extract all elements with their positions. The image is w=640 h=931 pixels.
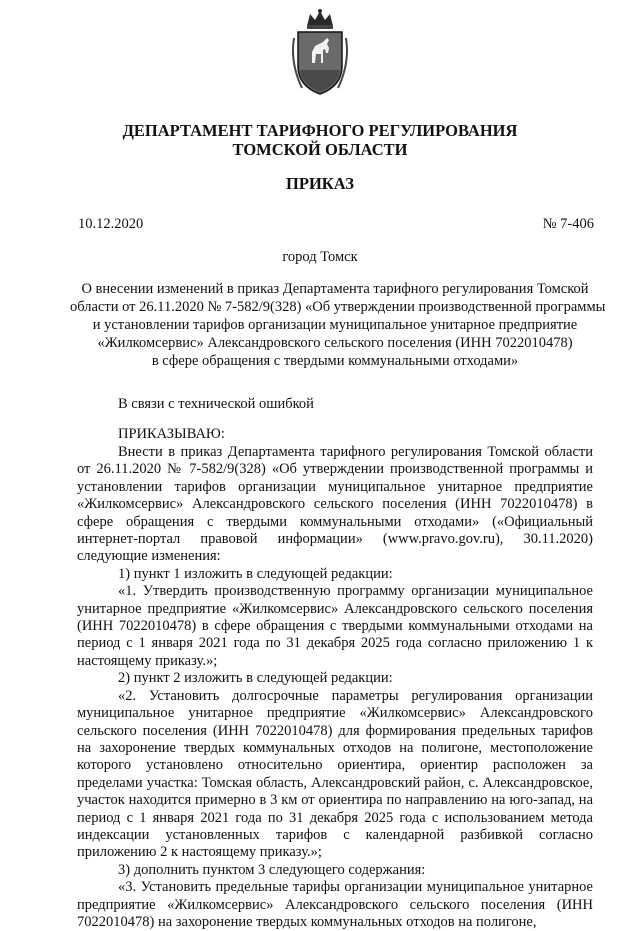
reason-text: В связи с технической ошибкой <box>118 396 314 412</box>
tomsk-region-coat-of-arms-icon <box>290 8 350 100</box>
subject-line: в сфере обращения с твердыми коммунальными отходами» <box>151 353 519 369</box>
subject-line: О внесении изменений в приказ Департамента тарифного регулирования Томской <box>81 281 589 297</box>
body-paragraph: «1. Утвердить производственную программу организации муниципальное унитарное предприятие «Жилкомсервис» Александровского сельского поселения (ИНН 7022010478) в сфере обращения с твердыми коммунальными отходами на период с 1 января 2021 года по 31 декабря 2025 года согласно приложению 1 к настоящему приказу.»; <box>77 583 593 669</box>
department-line-2: ТОМСКОЙ ОБЛАСТИ <box>232 140 408 159</box>
body-paragraph: 2) пункт 2 изложить в следующей редакции: <box>118 670 393 687</box>
order-word: ПРИКАЗЫВАЮ: <box>118 426 225 442</box>
document-city: город Томск <box>282 249 358 265</box>
department-line-1: ДЕПАРТАМЕНТ ТАРИФНОГО РЕГУЛИРОВАНИЯ <box>122 121 518 140</box>
document-date: 10.12.2020 <box>78 216 144 232</box>
body-paragraph: 3) дополнить пунктом 3 следующего содержания: <box>118 861 426 878</box>
document-type-title: ПРИКАЗ <box>286 174 354 193</box>
body-paragraph: Внести в приказ Департамента тарифного регулирования Томской области от 26.11.2020 № 7-582/9(328) «Об утверждении производственной программы и установлении тарифов организации муниципальное унитарное предприятие «Жилкомсервис» Александровского сельского поселения (ИНН 7022010478) в сфере обращения с твердыми коммунальными отходами» («Официальный интернет-портал правовой информации» (www.pravo.gov.ru), 30.11.2020) следующие изменения: <box>77 444 593 565</box>
body-paragraph: 1) пункт 1 изложить в следующей редакции: <box>118 565 393 582</box>
body-paragraph: «3. Установить предельные тарифы организации муниципальное унитарное предприятие «Жилкомсервис» Александровского сельского поселения (ИНН 7022010478) на захоронение твердых коммунальных отходов на полигоне, <box>77 879 593 930</box>
department-name <box>0 121 640 159</box>
subject-line: «Жилкомсервис» Александровского сельского поселения (ИНН 7022010478) <box>97 335 573 351</box>
document-subject <box>70 280 606 370</box>
subject-line: и установлении тарифов организации муниципальное унитарное предприятие <box>92 317 578 333</box>
document-body <box>77 444 593 931</box>
document-number: № 7-406 <box>542 216 594 232</box>
body-paragraph: «2. Установить долгосрочные параметры регулирования организации муниципальное унитарное предприятие «Жилкомсервис» Александровского сельского поселения (ИНН 7022010478) для формирования предельных тарифов на захоронение твердых коммунальных отходов на полигоне, местоположение которого установлено относительно ориентира, ориентир расположен за пределами участка: Томская область, Александровский район, с. Александровское, участок находится примерно в 3 км от ориентира по направлению на юго-запад, на период с 1 января 2021 года по 31 декабря 2025 года с использованием метода индексации установленных тарифов с календарной разбивкой согласно приложению 2 к настоящему приказу.»; <box>77 687 593 861</box>
subject-line: области от 26.11.2020 № 7-582/9(328) «Об утверждении производственной программы <box>70 299 606 315</box>
